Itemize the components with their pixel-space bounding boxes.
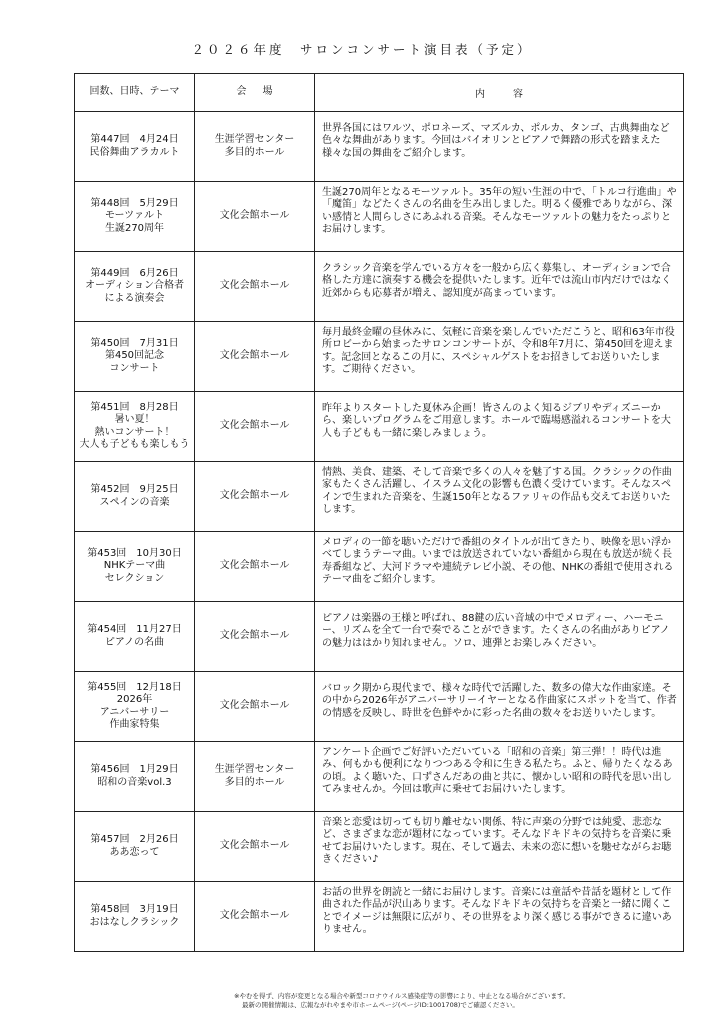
content-cell [315, 112, 684, 182]
session-theme: 第450回記念 [104, 350, 165, 362]
content-cell [315, 602, 684, 672]
session-number-date: 第457回 2月26日 [90, 834, 179, 845]
table-row [75, 812, 684, 882]
session-number-date: 第458回 3月19日 [90, 904, 179, 915]
venue-name: 文化会館ホール [219, 560, 290, 572]
venue-cell [195, 812, 315, 882]
table-header-row [75, 74, 684, 112]
venue-name: 生涯学習センター [214, 134, 295, 145]
footnote [234, 992, 570, 1009]
footnote-line: 最新の開催情報は、広報ながれやまや市ホームページ(ページID:1001708)でご確認ください。 [242, 1000, 519, 1009]
session-theme: モーツァルト [104, 210, 165, 222]
venue-name: 文化会館ホール [219, 630, 290, 642]
session-theme: おはなしクラシック [89, 916, 180, 928]
session-theme: による演奏会 [104, 292, 165, 304]
venue-name: 文化会館ホール [219, 910, 290, 922]
session-theme: 昭和の音楽vol.3 [97, 776, 172, 788]
content-text: 情熱、美食、建築、そして音楽で多くの人々を魅了する国。クラシックの作曲家もたくさん活躍し、イスラム文化の影響も色濃く受けています。そんなスペインで生まれた音楽を、生誕150年となるファリャの作品も交えてお送りいたします。 [322, 466, 672, 515]
session-number-date: 第452回 9月25日 [90, 484, 179, 495]
session-theme: ああ恋って [109, 846, 160, 858]
session-cell [75, 812, 195, 882]
venue-name: 文化会館ホール [219, 420, 290, 432]
table-row [75, 392, 684, 462]
session-number-date: 第447回 4月24日 [90, 134, 179, 145]
table-row [75, 672, 684, 742]
venue-name: 多目的ホール [224, 146, 285, 158]
session-theme: 大人も子どもも楽しもう [79, 439, 190, 450]
program-table [74, 73, 684, 952]
session-cell [75, 462, 195, 532]
venue-cell [195, 322, 315, 392]
footnote-line: ※やむを得ず、内容が変更となる場合や新型コロナウイルス感染症等の影響により、中止となる場合がございます。 [234, 992, 570, 1000]
table-row [75, 602, 684, 672]
venue-name: 文化会館ホール [219, 700, 290, 712]
content-cell [315, 392, 684, 462]
table-row [75, 462, 684, 532]
content-cell [315, 252, 684, 322]
venue-cell [195, 252, 315, 322]
session-theme: スペインの音楽 [99, 496, 170, 508]
content-cell [315, 882, 684, 952]
session-theme: オーディション合格者 [85, 280, 184, 292]
venue-cell [195, 462, 315, 532]
session-theme: 民俗舞曲アラカルト [89, 146, 180, 158]
content-text: アンケート企画でご好評いただいている「昭和の音楽」第三弾！！時代は進み、何もかも便利になりつつある令和に生きる私たち。ふと、帰りたくなるあの頃。よく聴いた、口ずさんだあの曲と共に、懐かしい昭和の時代を思い出してみませんか。今回は歌声に乗せてお届けいたします。 [322, 746, 673, 795]
session-theme: 暑い夏！ [114, 414, 155, 425]
table-row [75, 322, 684, 392]
session-theme: NHKテーマ曲 [103, 560, 166, 572]
session-theme: 生誕270周年 [104, 222, 165, 234]
venue-name: 文化会館ホール [219, 840, 290, 852]
venue-cell [195, 882, 315, 952]
session-theme: 2026年 [116, 694, 153, 705]
content-text: クラシック音楽を学んでいる方々を一般から広く募集し、オーディションで合格した方達に演奏する機会を提供いたします。近年では流山市内だけではなく近郊からも応募者が増え、認知度が高まっています。 [322, 262, 672, 299]
content-cell [315, 742, 684, 812]
content-text: 毎月最終金曜の昼休みに、気軽に音楽を楽しんでいただこうと、昭和63年市役所ロビーから始まったサロンコンサートが、令和8年7月に、第450回を迎えます。記念回となるこの月に、スペシャルゲストをお招きしてお送りいたします。ご期待ください。 [322, 326, 675, 375]
session-cell [75, 392, 195, 462]
content-cell [315, 462, 684, 532]
venue-cell [195, 392, 315, 462]
table-row [75, 882, 684, 952]
session-theme: アニバーサリー [99, 706, 170, 718]
venue-cell [195, 532, 315, 602]
session-cell [75, 112, 195, 182]
table-row [75, 532, 684, 602]
content-text: 生誕270周年となるモーツァルト。35年の短い生涯の中で、「トルコ行進曲」や「魔笛」などたくさんの名曲を生み出しました。明るく優雅でありながら、深い感情と人間らしさにあふれる音楽。そんなモーツァルトの魅力をたっぷりとお届けします。 [322, 186, 677, 235]
venue-name: 文化会館ホール [219, 280, 290, 292]
session-number-date: 第455回 12月18日 [87, 681, 182, 693]
table-row [75, 182, 684, 252]
session-cell [75, 602, 195, 672]
session-number-date: 第456回 1月29日 [90, 764, 179, 775]
venue-name: 文化会館ホール [219, 210, 290, 222]
content-cell [315, 532, 684, 602]
venue-name: 生涯学習センター [214, 764, 295, 775]
header-venue: 会場 [195, 74, 315, 112]
session-number-date: 第449回 6月26日 [90, 267, 179, 279]
session-number-date: 第450回 7月31日 [90, 337, 179, 349]
content-text: 音楽と恋愛は切っても切り離せない関係、特に声楽の分野では純愛、悲恋など、さまざまな恋が題材になっています。そんなドキドキの気持ちを音楽に乗せてお届けいたします。現在、そして過去、未来の恋に想いを馳せながらお聴きください♪ [322, 816, 672, 865]
venue-cell [195, 182, 315, 252]
table-row [75, 742, 684, 812]
venue-name: 文化会館ホール [219, 350, 290, 362]
venue-name: 多目的ホール [224, 776, 285, 788]
venue-cell [195, 742, 315, 812]
content-cell [315, 812, 684, 882]
session-number-date: 第448回 5月29日 [90, 197, 179, 209]
table-row [75, 252, 684, 322]
session-cell [75, 182, 195, 252]
session-theme: 作曲家特集 [109, 719, 160, 730]
content-cell [315, 322, 684, 392]
session-cell [75, 532, 195, 602]
venue-cell [195, 602, 315, 672]
header-content: 内容 [315, 74, 684, 112]
venue-cell [195, 112, 315, 182]
session-number-date: 第451回 8月28日 [90, 401, 179, 413]
session-theme: 熱いコンサート！ [94, 426, 175, 438]
session-theme: ピアノの名曲 [104, 636, 165, 648]
page-title: ２０２６年度 サロンコンサート演目表（予定） [191, 42, 533, 57]
session-cell [75, 742, 195, 812]
content-text: お話の世界を朗読と一緒にお届けします。音楽には童話や昔話を題材として作曲された作品が沢山あります。そんなドキドキの気持ちを音楽と一緒に聞くことでイメージは無限に広がり、その世界をより深く感じる事ができるに違いありません。 [322, 886, 672, 935]
session-cell [75, 322, 195, 392]
content-text: ピアノは楽器の王様と呼ばれ、88鍵の広い音域の中でメロディー、ハーモニー、リズムを全て一台で奏でることができます。たくさんの名曲がありピアノの魅力ははかり知れません。ソロ、連弾とお楽しみください。 [322, 612, 670, 649]
session-theme: コンサート [109, 362, 160, 374]
table-row [75, 112, 684, 182]
venue-name: 文化会館ホール [219, 490, 290, 502]
content-text: メロディの一節を聴いただけで番組のタイトルが出てきたり、映像を思い浮かべてしまうテーマ曲。いまでは放送されていない番組から現在も放送が続く長寿番組など、大河ドラマや連続テレビ小説、その他、NHKの番組で使用されるテーマ曲をご紹介します。 [322, 536, 674, 585]
session-cell [75, 252, 195, 322]
session-cell [75, 882, 195, 952]
content-text: 昨年よりスタートした夏休み企画！皆さんのよく知るジブリやディズニーから、楽しいプログラムをご用意します。ホールで臨場感溢れるコンサートを大人も子どもも一緒に楽しみましょう。 [322, 402, 671, 439]
session-number-date: 第453回 10月30日 [87, 547, 182, 559]
header-session: 回数、日時、テーマ [75, 74, 195, 112]
session-cell [75, 672, 195, 742]
venue-cell [195, 672, 315, 742]
content-cell [315, 182, 684, 252]
content-text: 世界各国にはワルツ、ポロネーズ、マズルカ、ポルカ、タンゴ、古典舞曲など色々な舞曲があります。今回はバイオリンとピアノで舞踏の形式を踏まえた様々な国の舞曲をご紹介します。 [322, 122, 670, 159]
session-number-date: 第454回 11月27日 [87, 624, 182, 635]
session-theme: セレクション [104, 572, 165, 584]
content-text: バロック期から現代まで、様々な時代で活躍した、数多の偉大な作曲家達。その中から2026年がアニバーサリーイヤーとなる作曲家にスポットを当て、作者の情感を反映し、時世を色鮮やかに彩った名曲の数々をお送りいたします。 [322, 682, 677, 719]
content-cell [315, 672, 684, 742]
